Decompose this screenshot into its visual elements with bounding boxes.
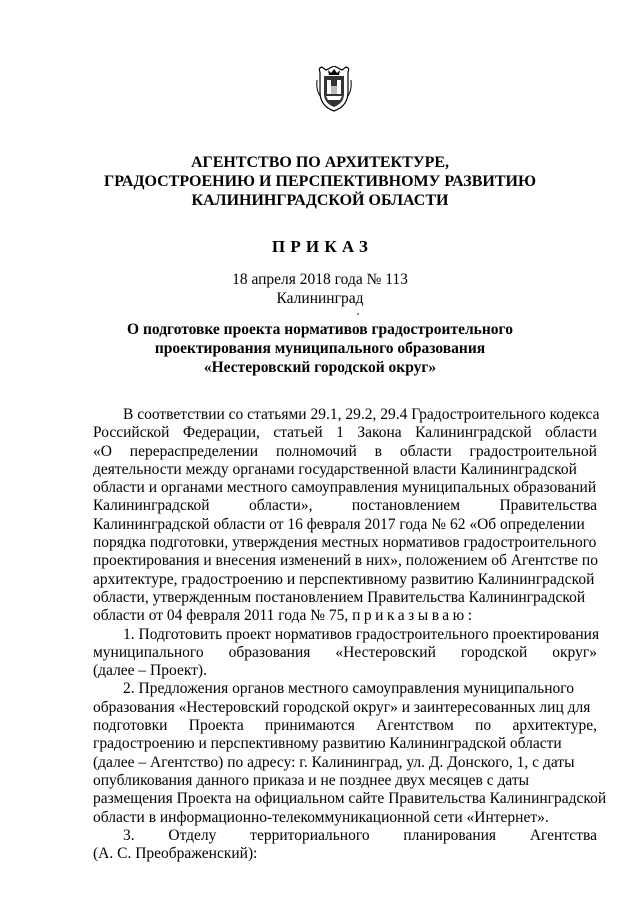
agency-name bbox=[0, 153, 640, 210]
word: по bbox=[475, 717, 492, 735]
order-verb: приказываю: bbox=[352, 607, 476, 625]
body-line: области в информационно-телекоммуникационной сети «Интернет». bbox=[93, 808, 549, 826]
word: округ» bbox=[552, 643, 597, 661]
agency-line: АГЕНТСТВО ПО АРХИТЕКТУРЕ, bbox=[190, 154, 450, 171]
word: городской bbox=[460, 643, 528, 661]
word: архитектуре, bbox=[512, 717, 597, 735]
document-type: ПРИКАЗ bbox=[271, 237, 374, 256]
body-line: размещения Проекта на официальном сайте Правительства Калининградской bbox=[93, 790, 607, 808]
word: Проекта bbox=[188, 717, 244, 735]
body-line: (далее – Проект). bbox=[93, 662, 207, 680]
word: подготовки bbox=[93, 717, 168, 735]
word: Закона bbox=[357, 424, 402, 442]
word: 1 bbox=[336, 424, 344, 442]
body-line bbox=[93, 827, 597, 845]
body-line: деятельности между органами государственной власти Калининградской bbox=[93, 460, 577, 478]
word: перераспределении bbox=[129, 442, 259, 460]
word: образования bbox=[228, 643, 311, 661]
date-and-number bbox=[0, 270, 640, 308]
body-line: области и органами местного самоуправления муниципальных образований bbox=[93, 479, 597, 497]
word: «О bbox=[93, 442, 112, 460]
word: Калининградской bbox=[415, 424, 532, 442]
date-line: 18 апреля 2018 года № 113 bbox=[232, 271, 408, 288]
text-fragment: области от 04 февраля 2011 года № 75, bbox=[93, 607, 349, 625]
word: области bbox=[545, 424, 597, 442]
word: Отделу bbox=[168, 826, 217, 844]
body-line: (далее – Агентство) по адресу: г. Калининград, ул. Д. Донского, 1, с даты bbox=[93, 753, 575, 771]
word: Российской bbox=[93, 424, 170, 442]
word: статьей bbox=[273, 424, 323, 442]
word: градостроительной bbox=[469, 442, 597, 460]
word: области bbox=[399, 442, 452, 460]
body-line bbox=[93, 607, 597, 625]
word: Агентства bbox=[529, 826, 597, 844]
scan-speck bbox=[357, 313, 359, 315]
body-line bbox=[93, 443, 597, 461]
body-line: В соответствии со статьями 29.1, 29.2, 29.4 Градостроительного кодекса bbox=[123, 406, 600, 423]
word: Федерации, bbox=[182, 424, 260, 442]
word: Правительства bbox=[499, 497, 597, 515]
word: Калининградской bbox=[93, 497, 210, 515]
body-line: архитектуре, градостроению и перспективному развитию Калининградской bbox=[93, 570, 595, 588]
body-line bbox=[93, 424, 597, 442]
subject-line: проектирования муниципального образования bbox=[154, 340, 486, 357]
word: принимаются bbox=[265, 717, 355, 735]
word: планирования bbox=[403, 826, 497, 844]
body-line: опубликования данного приказа и не позднее двух месяцев с даты bbox=[93, 771, 530, 789]
order-subject bbox=[0, 320, 640, 377]
body-line: Калининградской области от 16 февраля 2017 года № 62 «Об определении bbox=[93, 515, 585, 533]
body-line: (А. С. Преображенский): bbox=[93, 845, 258, 863]
word: области», bbox=[249, 497, 313, 515]
subject-line: «Нестеровский городской округ» bbox=[203, 359, 437, 376]
order-body bbox=[93, 406, 607, 863]
agency-line: КАЛИНИНГРАДСКОЙ ОБЛАСТИ bbox=[191, 192, 449, 209]
body-line: 2. Предложения органов местного самоуправления муниципального bbox=[123, 680, 574, 698]
coat-of-arms-icon bbox=[316, 66, 352, 112]
body-line: градостроению и перспективному развитию Калининградской области bbox=[93, 735, 562, 753]
body-line: проектирования и внесения изменений в них», положением об Агентстве по bbox=[93, 552, 598, 570]
word: Агентством bbox=[376, 717, 454, 735]
word: полномочий bbox=[275, 442, 357, 460]
body-line bbox=[93, 717, 597, 735]
agency-line: ГРАДОСТРОЕНИЮ И ПЕРСПЕКТИВНОМУ РАЗВИТИЮ bbox=[104, 173, 536, 190]
body-line bbox=[93, 497, 597, 515]
word: муниципального bbox=[93, 643, 204, 661]
word: в bbox=[374, 442, 382, 460]
word: постановлением bbox=[351, 497, 461, 515]
word: «Нестеровский bbox=[335, 643, 436, 661]
city: Калининград bbox=[276, 290, 364, 307]
body-line: области, утвержденным постановлением Правительства Калининградской bbox=[93, 588, 586, 606]
body-line: образования «Нестеровский городской округ» и заинтересованных лиц для bbox=[93, 698, 591, 716]
body-line bbox=[93, 644, 597, 662]
subject-line: О подготовке проекта нормативов градостроительного bbox=[127, 321, 513, 338]
body-line: 1. Подготовить проект нормативов градостроительного проектирования bbox=[123, 625, 600, 643]
word: 3. bbox=[123, 826, 135, 844]
body-line: порядка подготовки, утверждения местных нормативов градостроительного bbox=[93, 534, 597, 552]
word: территориального bbox=[250, 826, 370, 844]
